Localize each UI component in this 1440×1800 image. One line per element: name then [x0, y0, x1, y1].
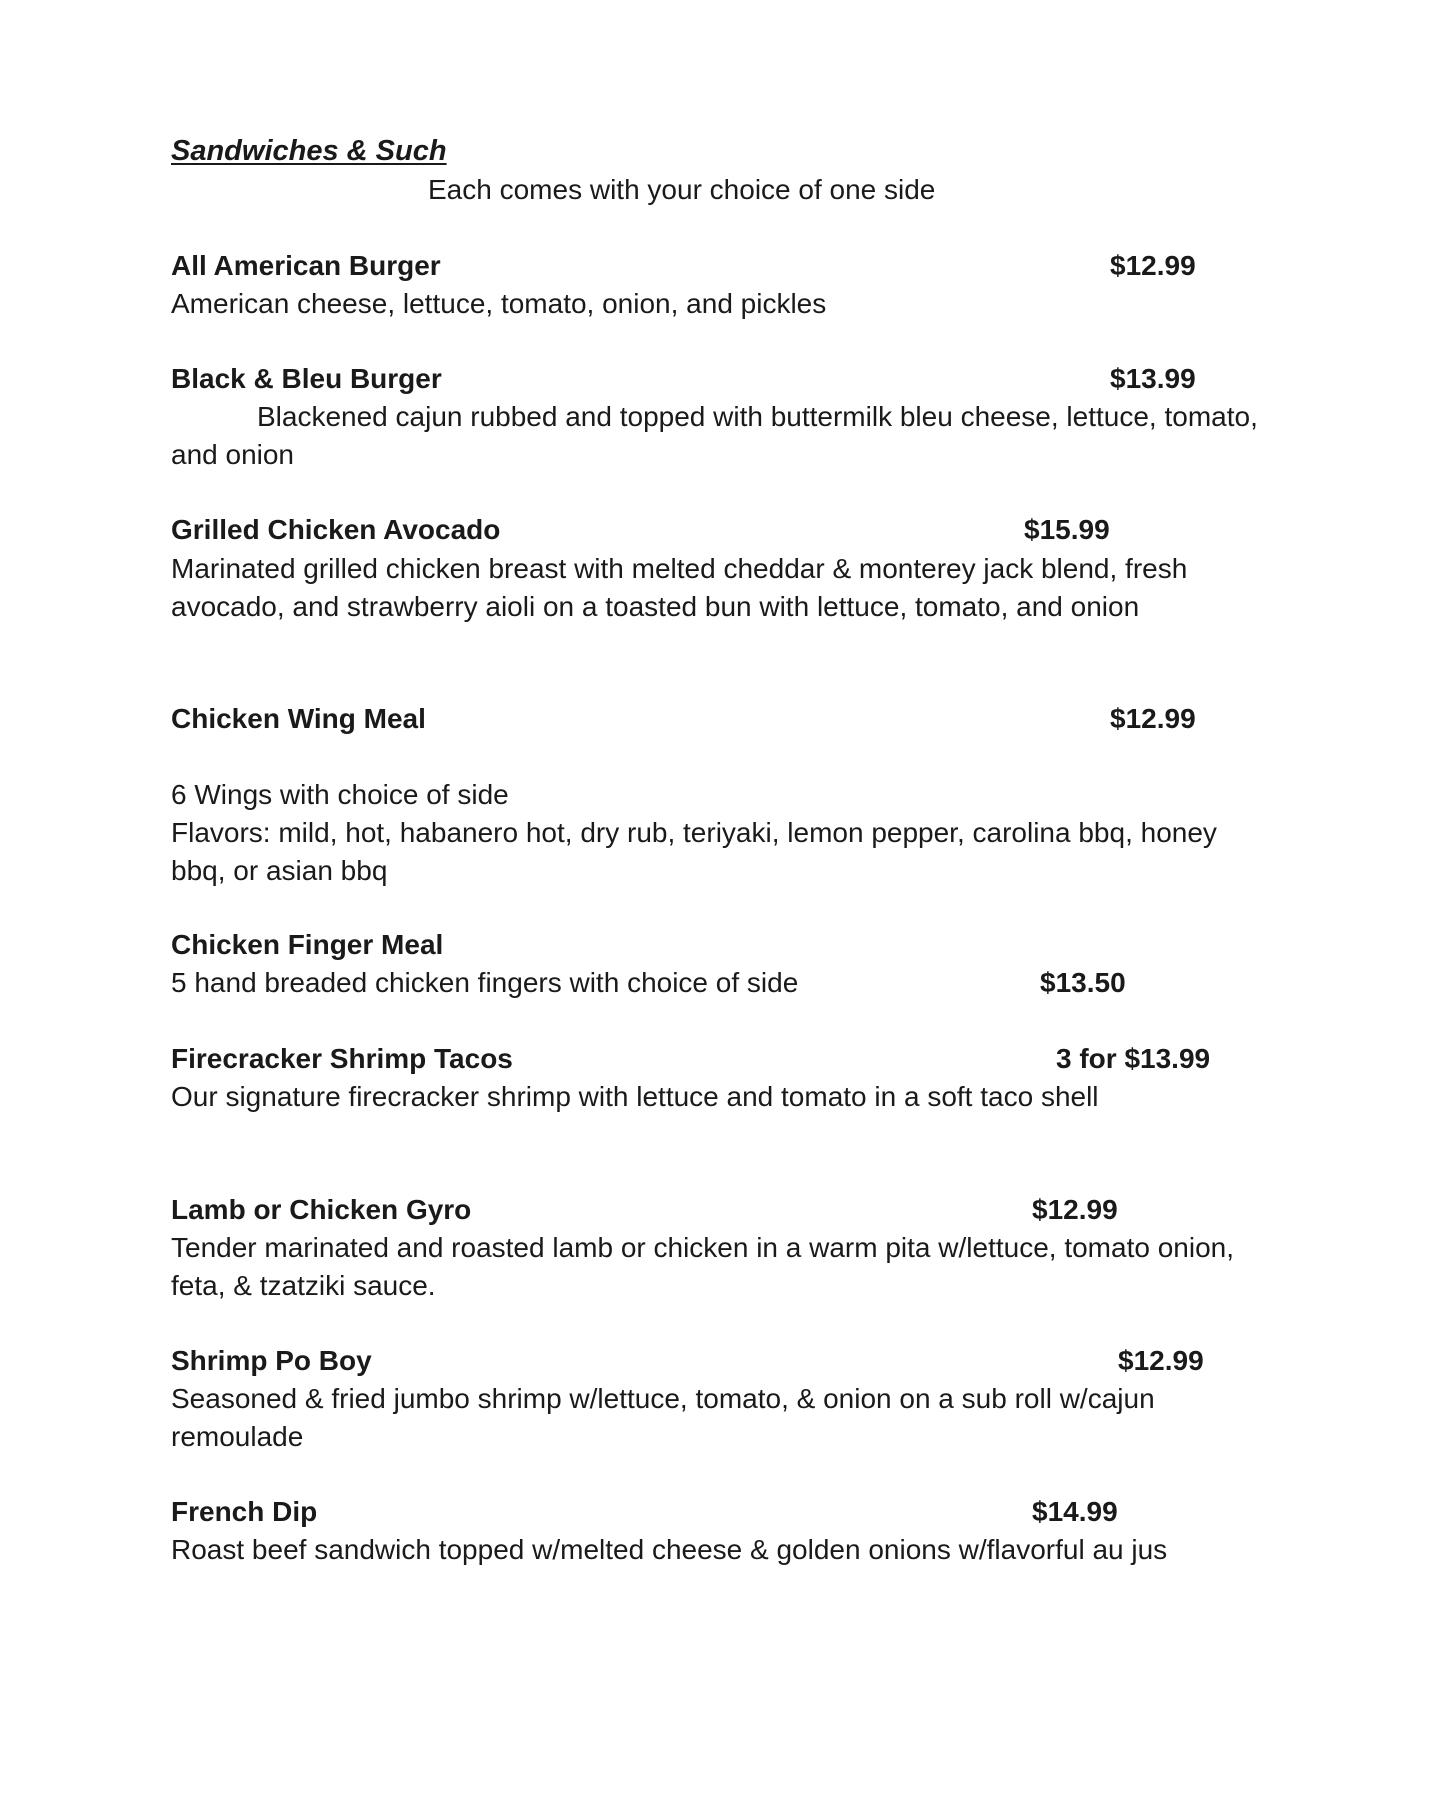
item-price: $15.99 [1024, 514, 1110, 545]
item-price: $12.99 [1032, 1194, 1118, 1225]
item-name: Black & Bleu Burger [171, 363, 442, 394]
section-title: Sandwiches & Such [171, 135, 447, 167]
item-price: 3 for $13.99 [1056, 1043, 1211, 1074]
item-name: Chicken Wing Meal [171, 703, 426, 734]
item-price: $14.99 [1032, 1496, 1118, 1527]
item-price: $12.99 [1110, 250, 1196, 281]
item-description: Tender marinated and roasted lamb or chicken in a warm pita w/lettuce, tomato onion, [171, 1232, 1235, 1263]
item-name: Grilled Chicken Avocado [171, 514, 501, 545]
item-description: Marinated grilled chicken breast with melted cheddar & monterey jack blend, fresh [171, 553, 1188, 584]
item-price: $13.50 [1040, 967, 1126, 998]
item-price: $13.99 [1110, 363, 1196, 394]
item-name: All American Burger [171, 250, 441, 281]
item-description: bbq, or asian bbq [171, 855, 388, 886]
section-subtitle: Each comes with your choice of one side [428, 174, 936, 205]
item-name: Chicken Finger Meal [171, 929, 444, 960]
item-price: $12.99 [1110, 703, 1196, 734]
item-description: Roast beef sandwich topped w/melted cheese & golden onions w/flavorful au jus [171, 1534, 1168, 1565]
item-description: Our signature firecracker shrimp with lettuce and tomato in a soft taco shell [171, 1081, 1099, 1112]
item-name: Firecracker Shrimp Tacos [171, 1043, 513, 1074]
item-description: Seasoned & fried jumbo shrimp w/lettuce, tomato, & onion on a sub roll w/cajun [171, 1383, 1155, 1414]
item-name: Shrimp Po Boy [171, 1345, 372, 1376]
item-description: feta, & tzatziki sauce. [171, 1270, 436, 1301]
item-description: and onion [171, 439, 295, 470]
item-description: Blackened cajun rubbed and topped with buttermilk bleu cheese, lettuce, tomato, [257, 401, 1258, 432]
item-name: French Dip [171, 1496, 318, 1527]
item-description: Flavors: mild, hot, habanero hot, dry rub, teriyaki, lemon pepper, carolina bbq, honey [171, 817, 1217, 848]
item-description: remoulade [171, 1421, 304, 1452]
item-description: 5 hand breaded chicken fingers with choice of side [171, 967, 799, 998]
item-description: American cheese, lettuce, tomato, onion, and pickles [171, 288, 827, 319]
item-description: 6 Wings with choice of side [171, 779, 509, 810]
item-price: $12.99 [1118, 1345, 1204, 1376]
item-description: avocado, and strawberry aioli on a toasted bun with lettuce, tomato, and onion [171, 591, 1140, 622]
item-name: Lamb or Chicken Gyro [171, 1194, 472, 1225]
